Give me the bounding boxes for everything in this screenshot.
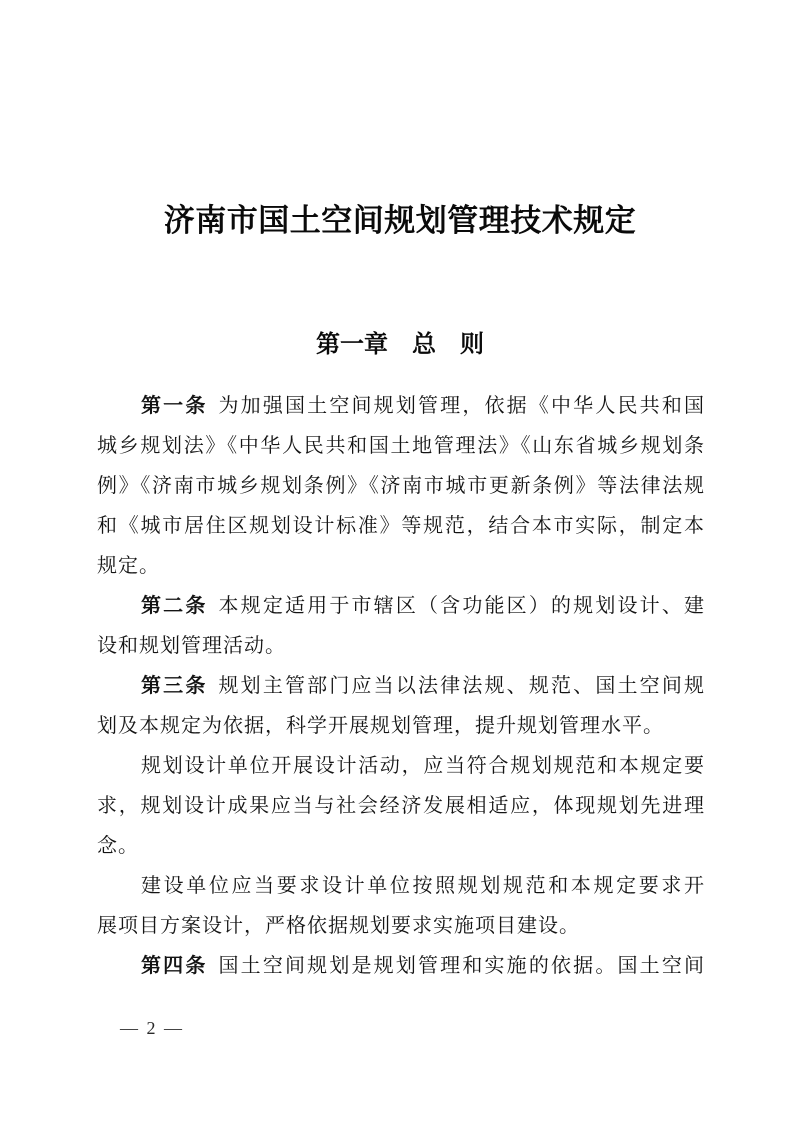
body-line: 第二条 本规定适用于市辖区（含功能区）的规划设计、建 <box>141 595 704 617</box>
article-number: 第三条 <box>141 675 208 697</box>
body-line: 第一条 为加强国土空间规划管理，依据《中华人民共和国 <box>141 395 704 417</box>
body-line: 求，规划设计成果应当与社会经济发展相适应，体现规划先进理 <box>97 795 704 817</box>
article-number: 第四条 <box>141 955 208 977</box>
document-body <box>97 386 704 986</box>
body-line: 例》《济南市城乡规划条例》《济南市城市更新条例》等法律法规 <box>97 475 704 497</box>
body-line: 规定。 <box>97 555 160 577</box>
page-number: — 2 — <box>120 1018 184 1038</box>
body-line: 城乡规划法》《中华人民共和国土地管理法》《山东省城乡规划条 <box>97 435 704 457</box>
document-title: 济南市国土空间规划管理技术规定 <box>163 203 637 238</box>
body-line: 设和规划管理活动。 <box>97 635 286 657</box>
article-number: 第二条 <box>141 595 208 617</box>
body-line: 规划设计单位开展设计活动，应当符合规划规范和本规定要 <box>141 755 704 777</box>
body-line: 念。 <box>97 835 139 857</box>
article-number: 第一条 <box>141 395 208 417</box>
body-line: 建设单位应当要求设计单位按照规划规范和本规定要求开 <box>141 875 704 897</box>
body-line: 第三条 规划主管部门应当以法律法规、规范、国土空间规 <box>141 675 704 697</box>
body-line: 划及本规定为依据，科学开展规划管理，提升规划管理水平。 <box>97 715 664 737</box>
body-line: 和《城市居住区规划设计标准》等规范，结合本市实际，制定本 <box>97 515 704 537</box>
chapter-heading: 第一章 总 则 <box>316 332 484 358</box>
body-line: 第四条 国土空间规划是规划管理和实施的依据。国土空间 <box>141 955 704 977</box>
body-line: 展项目方案设计，严格依据规划要求实施项目建设。 <box>97 915 580 937</box>
